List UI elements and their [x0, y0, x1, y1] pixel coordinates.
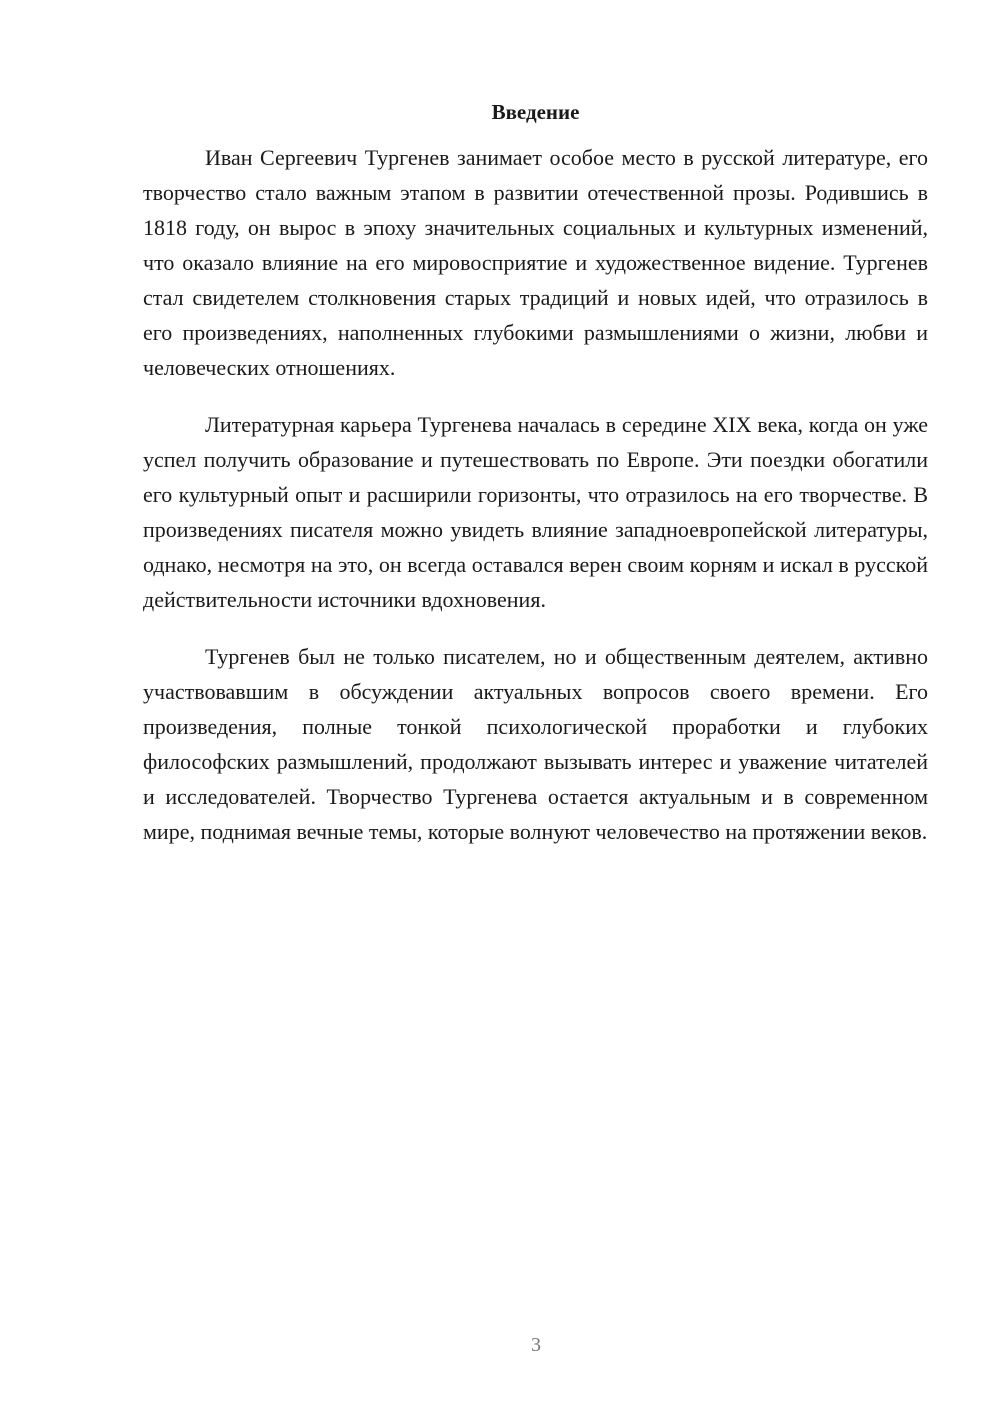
paragraph-3: Тургенев был не только писателем, но и общественным деятелем, активно участвовавшим в обсуждении актуальных вопросов своего времени. Его произведения, полные тонкой психологической проработки и глубоких философских размышлений, продолжают вызывать интерес и уважение читателей и исследователей. Творчество Тургенева остается актуальным и в современном мире, поднимая вечные темы, которые волнуют человечество на протяжении веков. — [143, 644, 928, 844]
paragraph-2: Литературная карьера Тургенева началась в середине XIX века, когда он уже успел получить образование и путешествовать по Европе. Эти поездки обогатили его культурный опыт и расширили горизонты, что отразилось на его творчестве. В произведениях писателя можно увидеть влияние западноевропейской литературы, однако, несмотря на это, он всегда оставался верен своим корням и искал в русской действительности источники вдохновения. — [143, 412, 928, 612]
page-body — [143, 98, 928, 871]
page-number: 3 — [531, 1334, 541, 1356]
paragraph-1: Иван Сергеевич Тургенев занимает особое место в русской литературе, его творчество стало важным этапом в развитии отечественной прозы. Родившись в 1818 году, он вырос в эпоху значительных социальных и культурных изменений, что оказало влияние на его мировосприятие и художественное видение. Тургенев стал свидетелем столкновения старых традиций и новых идей, что отразилось в его произведениях, наполненных глубокими размышлениями о жизни, любви и человеческих отношениях. — [143, 145, 928, 380]
section-heading: Введение — [491, 100, 580, 124]
